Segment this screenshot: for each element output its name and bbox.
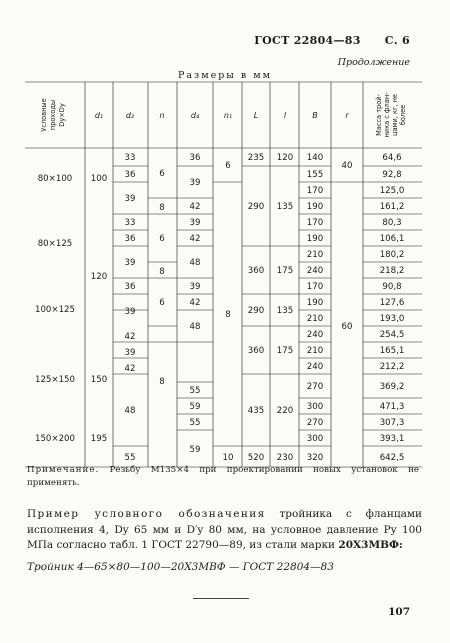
l-cell: 175 xyxy=(276,346,294,356)
d4-cell: 39 xyxy=(189,178,201,188)
B-cell: 300 xyxy=(306,434,324,444)
B-cell: 170 xyxy=(306,186,324,196)
n1-cell: 8 xyxy=(225,310,231,320)
L-cell: 435 xyxy=(247,406,265,416)
d2-cell: 42 xyxy=(124,364,136,374)
col-header-dy-2: проходы xyxy=(49,99,57,131)
B-cell: 270 xyxy=(306,382,324,392)
r-cell: 60 xyxy=(341,322,353,332)
d4-cell: 59 xyxy=(189,402,201,412)
mass-cell: 393,1 xyxy=(379,434,405,444)
B-cell: 170 xyxy=(306,218,324,228)
d2-cell: 39 xyxy=(124,194,136,204)
d4-cell: 42 xyxy=(189,234,201,244)
d2-cell: 42 xyxy=(124,332,136,342)
n-cell: 8 xyxy=(159,267,165,277)
col-header-mass-2: ника с флан- xyxy=(383,92,391,138)
col-header-r: r xyxy=(345,111,349,120)
B-cell: 210 xyxy=(306,250,324,260)
n-cell: 8 xyxy=(159,203,165,213)
d4-cell: 42 xyxy=(189,202,201,212)
B-cell: 210 xyxy=(306,346,324,356)
d2-cell: 36 xyxy=(124,234,136,244)
B-cell: 240 xyxy=(306,266,324,276)
B-cell: 240 xyxy=(306,330,324,340)
dy-cell: 80×125 xyxy=(37,239,73,249)
d2-cell: 55 xyxy=(124,453,136,463)
dy-cell: 150×200 xyxy=(34,434,76,444)
l-cell: 230 xyxy=(276,453,294,463)
divider xyxy=(193,598,249,599)
B-cell: 190 xyxy=(306,234,324,244)
l-cell: 135 xyxy=(276,202,294,212)
n1-cell: 6 xyxy=(225,161,231,171)
note-label: Примечание. xyxy=(27,465,100,475)
d2-cell: 33 xyxy=(124,153,136,163)
col-header-dy-3: Dy×Dy xyxy=(58,103,66,127)
mass-cell: 180,2 xyxy=(379,250,405,260)
B-cell: 190 xyxy=(306,298,324,308)
mass-cell: 254,5 xyxy=(379,330,405,340)
d4-cell: 39 xyxy=(189,282,201,292)
mass-cell: 106,1 xyxy=(379,234,405,244)
col-header-mass-3: цами, кг, не xyxy=(391,94,399,136)
mass-cell: 161,2 xyxy=(379,202,405,212)
B-cell: 210 xyxy=(306,314,324,324)
n-cell: 6 xyxy=(159,169,165,179)
d2-cell: 48 xyxy=(124,406,136,416)
table-caption: Размеры в мм xyxy=(177,70,273,81)
d1-cell: 100 xyxy=(90,174,108,184)
B-cell: 240 xyxy=(306,362,324,372)
col-header-l: l xyxy=(283,111,287,120)
example-text: тройника с фланцами исполнения 4, Dy 65 мм и D′y 80 мм, на условное давление Py 100 МПа согласно табл. 1 ГОСТ 22790—89, из стали марки xyxy=(27,508,422,551)
mass-cell: 125,0 xyxy=(379,186,405,196)
B-cell: 140 xyxy=(306,153,324,163)
B-cell: 270 xyxy=(306,418,324,428)
d4-cell: 55 xyxy=(189,386,201,396)
d1-cell: 195 xyxy=(90,434,108,444)
standard-code: ГОСТ 22804—83 xyxy=(254,34,361,47)
table-grid xyxy=(25,82,422,467)
L-cell: 290 xyxy=(247,202,265,212)
l-cell: 175 xyxy=(276,266,294,276)
L-cell: 290 xyxy=(247,306,265,316)
B-cell: 170 xyxy=(306,282,324,292)
table-body xyxy=(35,153,404,463)
d2-cell: 36 xyxy=(124,170,136,180)
d2-cell: 39 xyxy=(124,348,136,358)
mass-cell: 80,3 xyxy=(382,218,402,228)
d4-cell: 48 xyxy=(189,322,201,332)
mass-cell: 369,2 xyxy=(379,382,405,392)
L-cell: 520 xyxy=(247,453,265,463)
page-number: 107 xyxy=(388,606,410,618)
L-cell: 235 xyxy=(247,153,265,163)
steel-grade: 20Х3МВФ: xyxy=(338,539,403,551)
l-cell: 120 xyxy=(276,153,294,163)
continuation-label: Продолжение xyxy=(337,57,410,68)
table-header xyxy=(40,92,407,138)
L-cell: 360 xyxy=(247,346,265,356)
col-header-mass-4: более xyxy=(399,104,407,126)
d2-cell: 39 xyxy=(124,307,136,317)
B-cell: 320 xyxy=(306,453,324,463)
mass-cell: 212,2 xyxy=(379,362,405,372)
B-cell: 155 xyxy=(306,170,324,180)
d2-cell: 36 xyxy=(124,282,136,292)
example-lead: Пример условного обозначения xyxy=(27,508,266,520)
L-cell: 360 xyxy=(247,266,265,276)
B-cell: 190 xyxy=(306,202,324,212)
col-header-mass-1: Масса трой- xyxy=(375,94,383,136)
n-cell: 8 xyxy=(159,377,165,387)
mass-cell: 127,6 xyxy=(379,298,405,308)
d2-cell: 39 xyxy=(124,258,136,268)
col-header-n1: n₁ xyxy=(223,111,233,120)
page-label: С. 6 xyxy=(384,34,410,47)
col-header-d4: d₄ xyxy=(190,111,200,120)
mass-cell: 92,8 xyxy=(382,170,402,180)
r-cell: 40 xyxy=(341,161,353,171)
n1-cell: 10 xyxy=(222,453,234,463)
l-cell: 220 xyxy=(276,406,294,416)
mass-cell: 165,1 xyxy=(379,346,405,356)
l-cell: 135 xyxy=(276,306,294,316)
designation-example xyxy=(27,507,422,554)
d4-cell: 59 xyxy=(189,445,201,455)
note-text: Резьбу М135×4 при проектировании новых установок не применять. xyxy=(27,465,419,488)
d4-cell: 36 xyxy=(189,153,201,163)
designation-formula: Тройник 4—65×80—100—20Х3МВФ — ГОСТ 22804—83 xyxy=(27,561,334,573)
n-cell: 6 xyxy=(159,234,165,244)
col-header-d1: d₁ xyxy=(94,111,104,120)
B-cell: 300 xyxy=(306,402,324,412)
d1-cell: 150 xyxy=(90,375,108,385)
col-header-B: B xyxy=(312,111,318,120)
col-header-L: L xyxy=(253,111,259,120)
mass-cell: 64,6 xyxy=(382,153,402,163)
mass-cell: 218,2 xyxy=(379,266,405,276)
col-header-n: n xyxy=(159,111,165,120)
dy-cell: 100×125 xyxy=(34,305,76,315)
mass-cell: 193,0 xyxy=(379,314,405,324)
dy-cell: 125×150 xyxy=(34,375,76,385)
mass-cell: 307,3 xyxy=(379,418,405,428)
d4-cell: 42 xyxy=(189,298,201,308)
d4-cell: 39 xyxy=(189,218,201,228)
dy-cell: 80×100 xyxy=(37,174,73,184)
d4-cell: 48 xyxy=(189,258,201,268)
d2-cell: 33 xyxy=(124,218,136,228)
mass-cell: 471,3 xyxy=(379,402,405,412)
col-header-dy-1: Условные xyxy=(40,98,48,132)
d1-cell: 120 xyxy=(90,272,108,282)
n-cell: 6 xyxy=(159,298,165,308)
d4-cell: 55 xyxy=(189,418,201,428)
col-header-d2: d₂ xyxy=(125,111,135,120)
mass-cell: 90,8 xyxy=(382,282,402,292)
mass-cell: 642,5 xyxy=(379,453,405,463)
table-note xyxy=(27,464,419,490)
